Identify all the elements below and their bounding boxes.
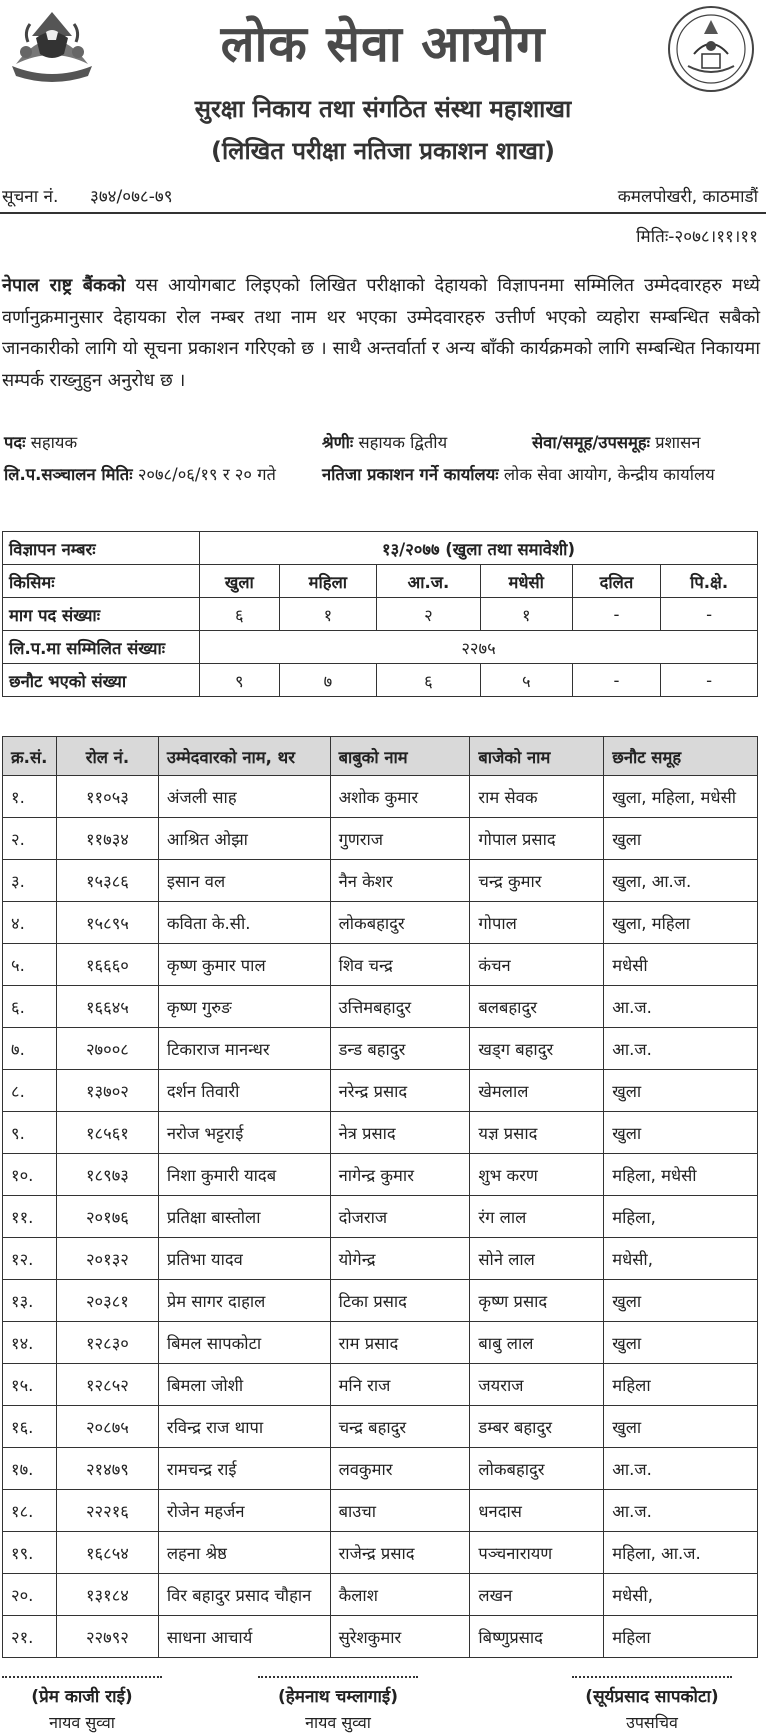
table-cell: आ.ज. (604, 1448, 758, 1490)
office-label: नतिजा प्रकाशन गर्ने कार्यालयः (322, 465, 499, 484)
table-cell: गोपाल (470, 902, 604, 944)
exam-date-label: लि.प.सञ्चालन मितिः (4, 465, 133, 484)
results-header-row (3, 737, 758, 776)
table-cell: १. (3, 776, 57, 818)
table-cell: १२८३० (56, 1322, 158, 1364)
service-value: प्रशासन (655, 433, 701, 452)
table-row (3, 1196, 758, 1238)
table-row (3, 1448, 758, 1490)
table-cell: डम्बर बहादुर (470, 1406, 604, 1448)
table-cell: १४. (3, 1322, 57, 1364)
table-cell: १८५६१ (56, 1112, 158, 1154)
demand-row (3, 598, 758, 631)
table-cell: बाबु लाल (470, 1322, 604, 1364)
level-label: श्रेणीः (322, 433, 354, 452)
table-cell: खड्ग बहादुर (470, 1028, 604, 1070)
demand-cell: १ (480, 598, 572, 631)
nepal-emblem-icon (6, 6, 98, 86)
signature-line (572, 1676, 732, 1678)
table-cell: खेमलाल (470, 1070, 604, 1112)
table-cell: १५. (3, 1364, 57, 1406)
table-row (3, 902, 758, 944)
table-cell: प्रेम सागर दाहाल (158, 1280, 330, 1322)
bank-name: नेपाल राष्ट्र बैंकको (2, 275, 126, 296)
type-cell: पि.क्षे. (661, 565, 758, 598)
table-cell: ८. (3, 1070, 57, 1112)
signature-line (2, 1676, 162, 1678)
signatory-role: नायव सुव्वा (305, 1713, 371, 1732)
table-cell: जयराज (470, 1364, 604, 1406)
table-row (3, 1280, 758, 1322)
table-cell: खुला, महिला, मधेसी (604, 776, 758, 818)
type-label: किसिमः (3, 565, 200, 598)
psc-seal-icon (664, 4, 758, 94)
table-row (3, 944, 758, 986)
table-cell: खुला, आ.ज. (604, 860, 758, 902)
table-cell: महिला, मधेसी (604, 1154, 758, 1196)
table-cell: नेत्र प्रसाद (330, 1112, 470, 1154)
table-cell: अंजली साह (158, 776, 330, 818)
table-cell: ११. (3, 1196, 57, 1238)
col-header: बाबुको नाम (330, 737, 470, 776)
table-cell: चन्द्र कुमार (470, 860, 604, 902)
table-cell: बाउचा (330, 1490, 470, 1532)
signature-block (228, 1676, 448, 1733)
table-cell: बिष्णुप्रसाद (470, 1616, 604, 1658)
table-cell: २०१७६ (56, 1196, 158, 1238)
table-row (3, 1406, 758, 1448)
notice-text: यस आयोगबाट लिइएको लिखित परीक्षाको देहायको विज्ञापनमा सम्मिलित उम्मेदवारहरु मध्ये वर्णानुक्रमानुसार देहायका रोल नम्बर तथा नाम थर भएका उम्मेदवारहरु उत्तीर्ण भएको व्यहोरा सम्बन्धित सबैको जानकारीको लागि यो सूचना प्रकाशन गरिएको छ । साथै अन्तर्वार्ता र अन्य बाँकी कार्यक्रमको लागि सम्बन्धित निकायमा सम्पर्क राख्नुहुन अनुरोध छ । (2, 275, 760, 391)
type-cell: खुला (200, 565, 280, 598)
table-cell: खुला (604, 1112, 758, 1154)
table-cell: २२७९२ (56, 1616, 158, 1658)
type-cell: दलित (572, 565, 660, 598)
table-cell: शुभ करण (470, 1154, 604, 1196)
table-cell: रोजेन महर्जन (158, 1490, 330, 1532)
table-cell: महिला, आ.ज. (604, 1532, 758, 1574)
table-cell: कृष्ण गुरुङ (158, 986, 330, 1028)
division-name: सुरक्षा निकाय तथा संगठित संस्था महाशाखा (194, 95, 572, 123)
table-row (3, 1490, 758, 1532)
table-cell: लोकबहादुर (330, 902, 470, 944)
table-row (3, 860, 758, 902)
selected-row (3, 664, 758, 697)
signatory-role: उपसचिव (626, 1713, 678, 1732)
vacancy-table (2, 531, 758, 697)
table-cell: ५. (3, 944, 57, 986)
table-cell: चन्द्र बहादुर (330, 1406, 470, 1448)
notice-number: ३७४/०७८-७९ (90, 187, 173, 207)
included-row (3, 631, 758, 664)
col-header: उम्मेदवारको नाम, थर (158, 737, 330, 776)
table-cell: २१. (3, 1616, 57, 1658)
notice-date: मितिः-२०७८।११।११ (636, 227, 758, 247)
selected-cell: - (572, 664, 660, 697)
table-cell: डन्ड बहादुर (330, 1028, 470, 1070)
type-row (3, 565, 758, 598)
selected-cell: ५ (480, 664, 572, 697)
table-cell: आ.ज. (604, 986, 758, 1028)
table-cell: पञ्चनारायण (470, 1532, 604, 1574)
table-cell: लहना श्रेष्ठ (158, 1532, 330, 1574)
table-cell: महिला, (604, 1196, 758, 1238)
table-cell: २१४७९ (56, 1448, 158, 1490)
table-cell: शिव चन्द्र (330, 944, 470, 986)
office-info (322, 462, 715, 485)
table-cell: १२. (3, 1238, 57, 1280)
table-cell: साधना आचार्य (158, 1616, 330, 1658)
table-cell: १२८५२ (56, 1364, 158, 1406)
table-cell: लवकुमार (330, 1448, 470, 1490)
table-cell: यज्ञ प्रसाद (470, 1112, 604, 1154)
table-cell: मधेसी (604, 944, 758, 986)
table-row (3, 986, 758, 1028)
selected-cell: ६ (377, 664, 481, 697)
table-cell: खुला (604, 1070, 758, 1112)
table-cell: २. (3, 818, 57, 860)
table-cell: महिला (604, 1616, 758, 1658)
table-cell: बिमल सापकोटा (158, 1322, 330, 1364)
section-name: (लिखित परीक्षा नतिजा प्रकाशन शाखा) (210, 137, 556, 165)
selected-cell: - (661, 664, 758, 697)
table-cell: ७. (3, 1028, 57, 1070)
signature-block (0, 1676, 192, 1733)
table-row (3, 1574, 758, 1616)
table-cell: १९. (3, 1532, 57, 1574)
adv-value: १३/२०७७ (खुला तथा समावेशी) (200, 532, 758, 565)
table-cell: १६६६० (56, 944, 158, 986)
demand-cell: - (661, 598, 758, 631)
table-cell: खुला (604, 1322, 758, 1364)
demand-cell: - (572, 598, 660, 631)
table-cell: इसान वल (158, 860, 330, 902)
table-cell: ६. (3, 986, 57, 1028)
table-cell: १३. (3, 1280, 57, 1322)
table-cell: निशा कुमारी यादब (158, 1154, 330, 1196)
table-cell: १६८५४ (56, 1532, 158, 1574)
office-location: कमलपोखरी, काठमाडौं (617, 187, 758, 207)
table-cell: राम प्रसाद (330, 1322, 470, 1364)
signature-block (542, 1676, 762, 1733)
post-label: पदः (4, 433, 26, 452)
signatory-name: (हेमनाथ चम्लागाई) (277, 1687, 398, 1707)
table-cell: बिमला जोशी (158, 1364, 330, 1406)
table-cell: कृष्ण प्रसाद (470, 1280, 604, 1322)
table-cell: विर बहादुर प्रसाद चौहान (158, 1574, 330, 1616)
table-cell: लोकबहादुर (470, 1448, 604, 1490)
table-cell: खुला (604, 818, 758, 860)
table-cell: दोजराज (330, 1196, 470, 1238)
table-cell: आ.ज. (604, 1490, 758, 1532)
col-header: छनौट समूह (604, 737, 758, 776)
table-cell: कृष्ण कुमार पाल (158, 944, 330, 986)
table-cell: २०१३२ (56, 1238, 158, 1280)
table-cell: १७. (3, 1448, 57, 1490)
page-title: लोक सेवा आयोग (220, 15, 546, 73)
table-cell: आश्रित ओझा (158, 818, 330, 860)
table-cell: आ.ज. (604, 1028, 758, 1070)
type-cell: आ.ज. (377, 565, 481, 598)
table-cell: अशोक कुमार (330, 776, 470, 818)
table-cell: राजेन्द्र प्रसाद (330, 1532, 470, 1574)
notice-label: सूचना नं. (2, 187, 59, 207)
table-cell: १५३८६ (56, 860, 158, 902)
table-cell: खुला (604, 1280, 758, 1322)
table-cell: २७००८ (56, 1028, 158, 1070)
included-label: लि.प.मा सम्मिलित संख्याः (3, 631, 200, 664)
selected-cell: ७ (279, 664, 376, 697)
table-cell: कविता के.सी. (158, 902, 330, 944)
table-cell: नरोज भट्टराई (158, 1112, 330, 1154)
col-header: क्र.सं. (3, 737, 57, 776)
table-cell: प्रतिक्षा बास्तोला (158, 1196, 330, 1238)
included-value: २२७५ (200, 631, 758, 664)
demand-cell: २ (377, 598, 481, 631)
level-value: सहायक द्वितीय (358, 433, 448, 452)
table-row (3, 1532, 758, 1574)
table-cell: २२२१६ (56, 1490, 158, 1532)
table-cell: महिला (604, 1364, 758, 1406)
table-row (3, 1070, 758, 1112)
table-cell: ४. (3, 902, 57, 944)
table-cell: १३१८४ (56, 1574, 158, 1616)
table-cell: प्रतिभा यादव (158, 1238, 330, 1280)
table-cell: गोपाल प्रसाद (470, 818, 604, 860)
adv-label: विज्ञापन नम्बरः (3, 532, 200, 565)
table-cell: रविन्द्र राज थापा (158, 1406, 330, 1448)
table-cell: नरेन्द्र प्रसाद (330, 1070, 470, 1112)
selected-label: छनौट भएको संख्या (3, 664, 200, 697)
adv-row (3, 532, 758, 565)
table-cell: १८. (3, 1490, 57, 1532)
table-cell: खुला (604, 1406, 758, 1448)
type-cell: मधेसी (480, 565, 572, 598)
col-header: बाजेको नाम (470, 737, 604, 776)
exam-date-info (4, 462, 276, 485)
table-cell: दर्शन तिवारी (158, 1070, 330, 1112)
table-row (3, 818, 758, 860)
table-cell: बलबहादुर (470, 986, 604, 1028)
table-row (3, 1112, 758, 1154)
table-cell: नैन केशर (330, 860, 470, 902)
table-cell: ११७३४ (56, 818, 158, 860)
table-row (3, 776, 758, 818)
table-cell: १६६४५ (56, 986, 158, 1028)
notice-row (0, 182, 766, 212)
table-cell: २०८७५ (56, 1406, 158, 1448)
table-cell: १३७०२ (56, 1070, 158, 1112)
table-cell: सोने लाल (470, 1238, 604, 1280)
type-cell: महिला (279, 565, 376, 598)
table-row (3, 1238, 758, 1280)
results-table (2, 736, 758, 1658)
table-cell: खुला, महिला (604, 902, 758, 944)
table-cell: सुरेशकुमार (330, 1616, 470, 1658)
table-cell: नागेन्द्र कुमार (330, 1154, 470, 1196)
header-divider (0, 212, 766, 214)
table-cell: धनदास (470, 1490, 604, 1532)
table-cell: १०. (3, 1154, 57, 1196)
col-header: रोल नं. (56, 737, 158, 776)
demand-cell: ६ (200, 598, 280, 631)
signatory-name: (सूर्यप्रसाद सापकोटा) (585, 1687, 719, 1707)
exam-date-value: २०७८/०६/१९ र २० गते (137, 465, 276, 484)
table-cell: १५८९५ (56, 902, 158, 944)
table-row (3, 1028, 758, 1070)
table-cell: राम सेवक (470, 776, 604, 818)
level-info (322, 430, 447, 453)
table-cell: ११०५३ (56, 776, 158, 818)
table-cell: उत्तिमबहादुर (330, 986, 470, 1028)
selected-cell: ९ (200, 664, 280, 697)
demand-cell: १ (279, 598, 376, 631)
office-value: लोक सेवा आयोग, केन्द्रीय कार्यालय (503, 465, 715, 484)
table-row (3, 1616, 758, 1658)
table-cell: रामचन्द्र राई (158, 1448, 330, 1490)
table-cell: मधेसी, (604, 1238, 758, 1280)
table-row (3, 1322, 758, 1364)
table-row (3, 1154, 758, 1196)
signatory-name: (प्रेम काजी राई) (31, 1687, 133, 1707)
table-cell: १८९७३ (56, 1154, 158, 1196)
table-cell: ३. (3, 860, 57, 902)
signatory-role: नायव सुव्वा (49, 1713, 115, 1732)
table-cell: २०. (3, 1574, 57, 1616)
service-label: सेवा/समूह/उपसमूहः (532, 433, 650, 452)
table-cell: ९. (3, 1112, 57, 1154)
table-cell: योगेन्द्र (330, 1238, 470, 1280)
table-cell: २०३८१ (56, 1280, 158, 1322)
table-cell: रंग लाल (470, 1196, 604, 1238)
post-info (4, 430, 77, 453)
notice-paragraph (2, 270, 760, 396)
table-cell: कंचन (470, 944, 604, 986)
table-cell: गुणराज (330, 818, 470, 860)
table-cell: टिका प्रसाद (330, 1280, 470, 1322)
post-value: सहायक (30, 433, 78, 452)
table-cell: मनि राज (330, 1364, 470, 1406)
table-cell: टिकाराज मानन्धर (158, 1028, 330, 1070)
table-row (3, 1364, 758, 1406)
table-cell: कैलाश (330, 1574, 470, 1616)
table-cell: मधेसी, (604, 1574, 758, 1616)
table-cell: लखन (470, 1574, 604, 1616)
demand-label: माग पद संख्याः (3, 598, 200, 631)
table-cell: १६. (3, 1406, 57, 1448)
service-info (532, 430, 700, 453)
signature-line (258, 1676, 418, 1678)
